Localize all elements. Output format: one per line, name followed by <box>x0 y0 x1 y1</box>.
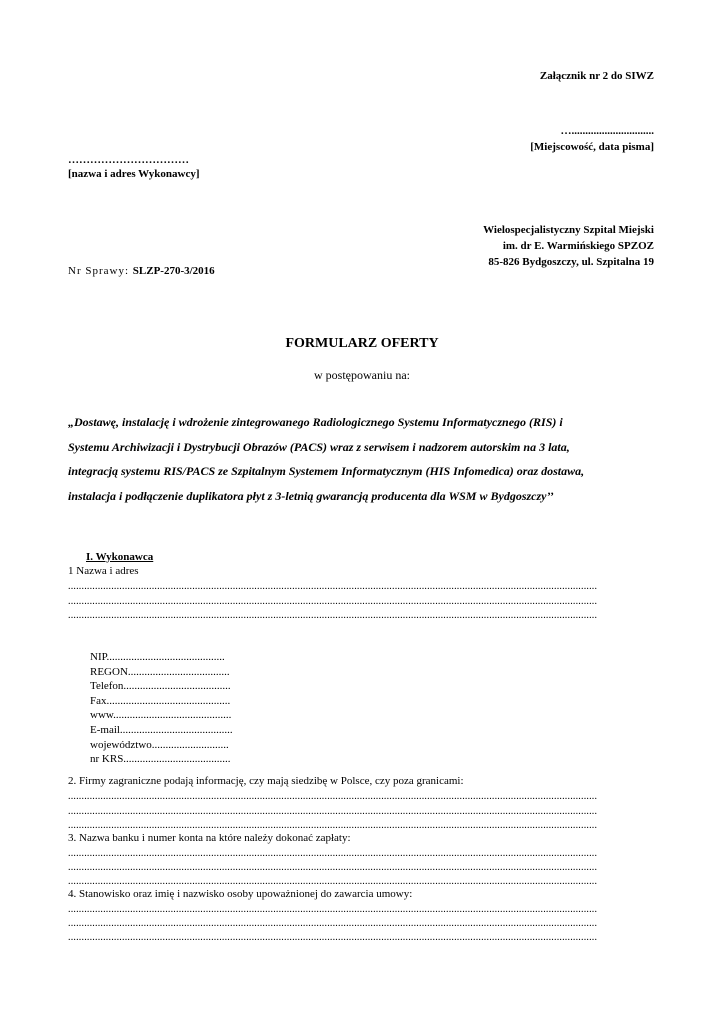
fill-line[interactable]: .................................................................................................................................................................................................... <box>68 848 598 859</box>
field-nip[interactable]: NIP........................................... <box>90 651 225 663</box>
case-number-value: SLZP-270-3/2016 <box>132 265 215 277</box>
field-krs[interactable]: nr KRS....................................... <box>90 753 231 766</box>
contact-fields <box>90 650 233 767</box>
place-date-label: [Miejscowość, data pisma] <box>530 141 654 153</box>
fill-line[interactable]: .................................................................................................................................................................................................... <box>68 932 598 943</box>
fill-line[interactable]: .................................................................................................................................................................................................... <box>68 791 598 802</box>
field-regon[interactable]: REGON..................................... <box>90 665 230 678</box>
field-phone[interactable]: Telefon....................................... <box>90 680 231 693</box>
subject-line: „Dostawę, instalację i wdrożenie zintegrowanego Radiologicznego Systemu Informatycznego (RIS) i <box>68 415 563 429</box>
fill-line[interactable]: .................................................................................................................................................................................................... <box>68 581 598 592</box>
recipient-line: 85-826 Bydgoszczy, ul. Szpitalna 19 <box>488 256 654 268</box>
place-date-dots: ….............................. <box>560 125 654 137</box>
form-title: FORMULARZ OFERTY <box>285 336 439 351</box>
recipient-address <box>483 222 654 270</box>
fill-line[interactable]: .................................................................................................................................................................................................... <box>68 876 598 887</box>
fill-line[interactable]: .................................................................................................................................................................................................... <box>68 610 598 621</box>
field-voivodeship[interactable]: województwo............................ <box>90 738 229 751</box>
fill-line[interactable]: .................................................................................................................................................................................................... <box>68 820 598 831</box>
fill-line[interactable]: .................................................................................................................................................................................................... <box>68 806 598 817</box>
subject-line: integracją systemu RIS/PACS ze Szpitalnym Systemem Informatycznym (HIS Infomedica) oraz dostawa, <box>68 464 585 478</box>
subject-line: Systemu Archiwizacji i Dystrybucji Obrazów (PACS) wraz z serwisem i nadzorem autorskim na 3 lata, <box>68 439 570 454</box>
form-subtitle: w postępowaniu na: <box>314 368 410 382</box>
contractor-label: [nazwa i adres Wykonawcy] <box>68 168 200 180</box>
item-authorized-person: 4. Stanowisko oraz imię i nazwisko osoby upoważnionej do zawarcia umowy: <box>68 888 413 900</box>
attachment-label: Załącznik nr 2 do SIWZ <box>539 70 654 82</box>
field-www[interactable]: www........................................... <box>90 709 232 722</box>
recipient-line: Wielospecjalistyczny Szpital Miejski <box>483 224 654 236</box>
procurement-subject <box>68 410 658 508</box>
subject-line: instalacja i podłączenie duplikatora płyt z 3-letnią gwarancją producenta dla WSM w Bydgoszczy’’ <box>68 488 554 503</box>
fill-line[interactable]: .................................................................................................................................................................................................... <box>68 862 598 873</box>
case-number-label: Nr Sprawy: <box>68 265 133 277</box>
fill-line[interactable]: .................................................................................................................................................................................................... <box>68 918 598 929</box>
section-heading: I. Wykonawca <box>86 551 154 563</box>
field-fax[interactable]: Fax............................................. <box>90 694 231 707</box>
fill-line[interactable]: .................................................................................................................................................................................................... <box>68 596 598 607</box>
item-name-address: 1 Nazwa i adres <box>68 565 139 577</box>
case-number <box>68 265 215 279</box>
fill-line[interactable]: .................................................................................................................................................................................................... <box>68 904 598 915</box>
field-email[interactable]: E-mail......................................... <box>90 723 233 736</box>
recipient-line: im. dr E. Warmińskiego SPZOZ <box>502 240 654 252</box>
item-bank-account: 3. Nazwa banku i numer konta na które należy dokonać zapłaty: <box>68 832 351 844</box>
item-foreign-seat: 2. Firmy zagraniczne podają informację, czy mają siedzibę w Polsce, czy poza granicami: <box>68 775 464 787</box>
contractor-dots: …………………………… <box>68 154 189 166</box>
